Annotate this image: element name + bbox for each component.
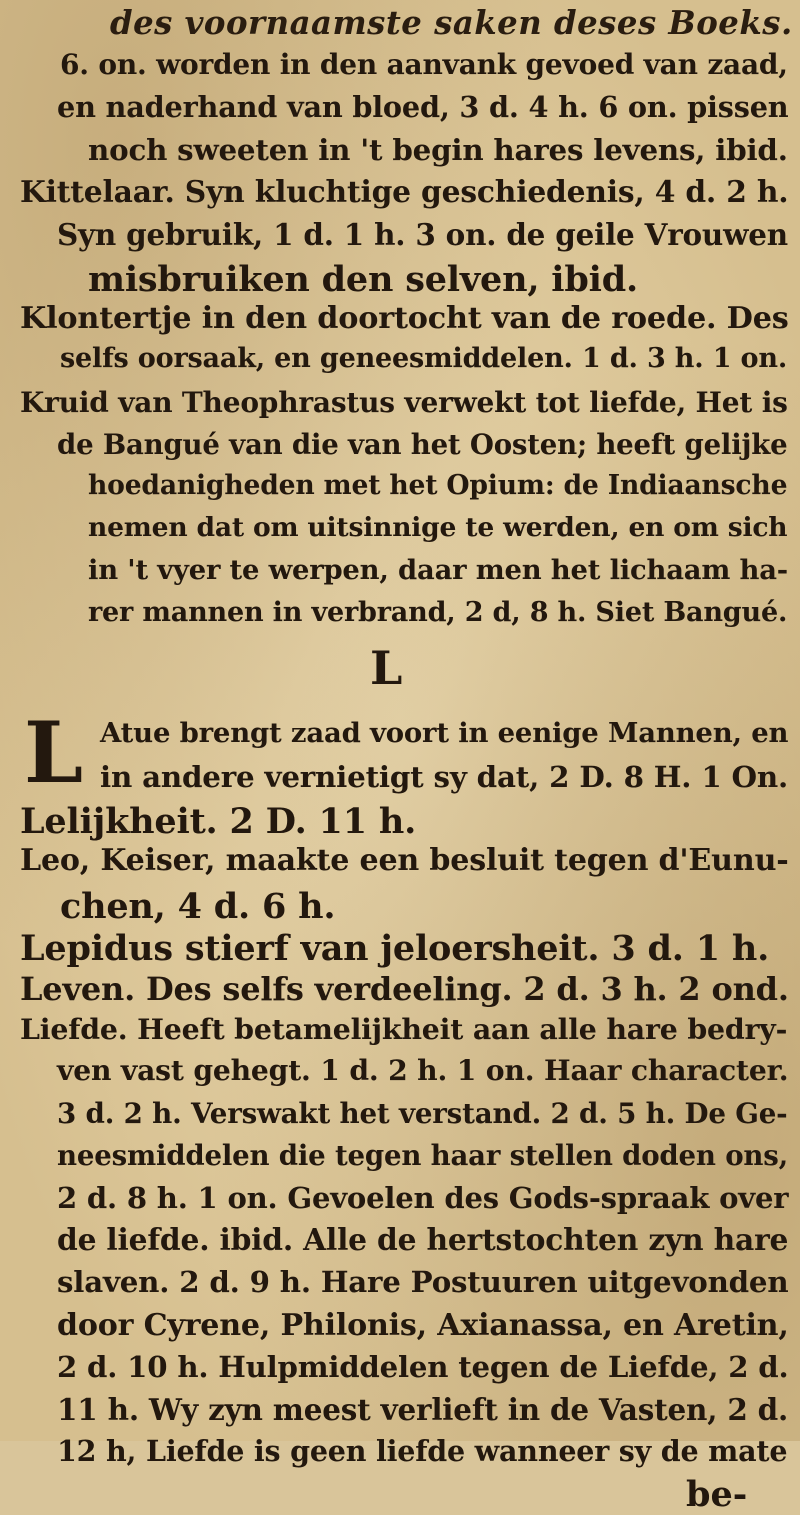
text-line: rer mannen in verbrand, 2 d, 8 h. Siet Bangué. (88, 596, 788, 628)
text-line: Kittelaar. Syn kluchtige geschiedenis, 4 d. 2 h. (20, 174, 789, 210)
text-line: 11 h. Wy zyn meest verlieft in de Vasten, 2 d. (57, 1392, 789, 1427)
text-line: slaven. 2 d. 9 h. Hare Postuuren uitgevonden (57, 1265, 789, 1300)
text-line: Leven. Des selfs verdeeling. 2 d. 3 h. 2 ond. (20, 970, 789, 1008)
text-line: Klontertje in den doortocht van de roede. Des (20, 301, 789, 337)
text-line: Kruid van Theophrastus verwekt tot liefde, Het is (20, 385, 788, 419)
text-line: Lepidus stierf van jeloersheit. 3 d. 1 h. (20, 927, 770, 969)
text-line: 2 d. 10 h. Hulpmiddelen tegen de Liefde, 2 d. (57, 1349, 789, 1384)
section-letter: L (370, 640, 403, 695)
text-line: Syn gebruik, 1 d. 1 h. 3 on. de geile Vrouwen (57, 216, 788, 252)
text-line: ven vast gehegt. 1 d. 2 h. 1 on. Haar character. (57, 1054, 789, 1088)
drop-cap: L (24, 702, 84, 802)
text-line: 6. on. worden in den aanvank gevoed van zaad, (60, 48, 788, 81)
text-line: misbruiken den selven, ibid. (88, 259, 639, 300)
text-line: noch sweeten in 't begin hares levens, ibid. (88, 132, 788, 168)
text-line: in andere vernietigt sy dat, 2 D. 8 H. 1 On. (100, 759, 789, 794)
text-line: en naderhand van bloed, 3 d. 4 h. 6 on. pissen (57, 90, 789, 125)
text-line: de Bangué van die van het Oosten; heeft gelijke (57, 427, 788, 461)
text-line: 2 d. 8 h. 1 on. Gevoelen des Gods-spraak over (57, 1181, 789, 1215)
text-line: nemen dat om uitsinnige te werden, en om sich (88, 512, 788, 544)
catchword: be- (686, 1474, 748, 1515)
text-line: door Cyrene, Philonis, Axianassa, en Aretin, (57, 1307, 789, 1343)
text-line: Atue brengt zaad voort in eenige Mannen, en (100, 716, 789, 749)
text-line: 3 d. 2 h. Verswakt het verstand. 2 d. 5 h. De Ge- (57, 1096, 788, 1130)
text-line: Liefde. Heeft betamelijkheit aan alle hare bedry- (20, 1012, 788, 1047)
text-line: 12 h, Liefde is geen liefde wanneer sy de mate (57, 1434, 788, 1469)
text-line: Lelijkheit. 2 D. 11 h. (20, 801, 417, 843)
text-line: in 't vyer te werpen, daar men het lichaam ha- (88, 554, 788, 587)
running-head: des voornaamste saken deses Boeks. (110, 4, 793, 42)
text-line: de liefde. ibid. Alle de hertstochten zyn hare (57, 1223, 789, 1259)
text-line: Leo, Keiser, maakte een besluit tegen d'Eunu- (20, 843, 789, 879)
text-line: selfs oorsaak, en geneesmiddelen. 1 d. 3 h. 1 on. (60, 343, 788, 375)
text-line: neesmiddelen die tegen haar stellen doden ons, (57, 1138, 789, 1172)
text-line: hoedanigheden met het Opium: de Indiaansche (88, 470, 788, 501)
text-line: chen, 4 d. 6 h. (60, 885, 336, 927)
